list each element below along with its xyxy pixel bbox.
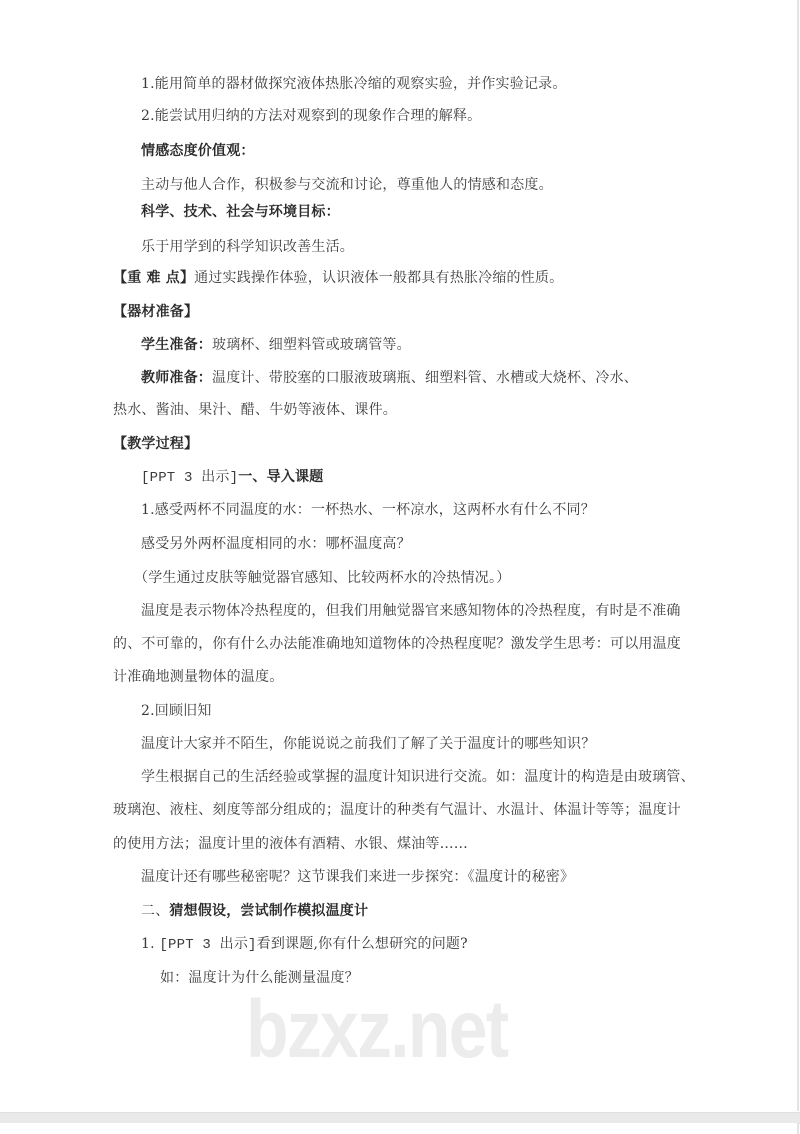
- objective-skill-2: 2.能尝试用归纳的方法对观察到的现象作合理的解释。: [141, 108, 482, 124]
- paragraph-temperature-2: 的、不可靠的，你有什么办法能准确地知道物体的冷热程度呢？激发学生思考：可以用温度: [113, 636, 681, 652]
- step-2-question: 温度计大家并不陌生，你能说说之前我们了解了关于温度计的哪些知识？: [141, 736, 596, 752]
- section-2-step-1-number: 1.: [141, 936, 155, 952]
- paragraph-exchange-3: 的使用方法；温度计里的液体有酒精、水银、煤油等……: [113, 836, 468, 852]
- key-difficulty-text: 通过实践操作体验，认识液体一般都具有热胀冷缩的性质。: [194, 270, 564, 286]
- section-1-heading: [141, 467, 323, 488]
- heading-emotion-values: 情感态度价值观：: [141, 143, 255, 159]
- teacher-materials-cont: 热水、酱油、果汁、醋、牛奶等液体、课件。: [113, 402, 397, 418]
- section-2-step-1: [141, 934, 468, 955]
- paragraph-temperature-1: 温度是表示物体冷热程度的，但我们用触觉器官来感知物体的冷热程度，有时是不准确: [141, 603, 681, 619]
- emotion-values-text: 主动与他人合作，积极参与交流和讨论，尊重他人的情感和态度。: [141, 177, 553, 193]
- section-2-step-1-text: 看到课题,你有什么想研究的问题?: [256, 936, 468, 952]
- teacher-materials-text: 温度计、带胶塞的口服液玻璃瓶、细塑料管、水槽或大烧杯、冷水、: [212, 370, 638, 386]
- ppt-tag: [PPT 3 出示]: [141, 470, 239, 486]
- ppt-tag-2: [PPT 3 出示]: [159, 937, 257, 953]
- heading-teaching-process: 【教学过程】: [113, 436, 199, 452]
- step-1-note: （学生通过皮肤等触觉器官感知、比较两杯水的冷热情况。）: [134, 570, 511, 586]
- student-materials-text: 玻璃杯、细塑料管或玻璃管等。: [212, 337, 411, 353]
- key-difficulty-label: 【重 难 点】: [113, 270, 195, 286]
- section-1-title: 一、导入课题: [238, 469, 324, 485]
- section-2-prefix: 二、: [141, 903, 170, 919]
- student-materials-line: [141, 335, 411, 355]
- paragraph-exchange-1: 学生根据自己的生活经验或掌握的温度计知识进行交流。如：温度计的构造是由玻璃管、: [141, 769, 695, 785]
- paragraph-secret: 温度计还有哪些秘密呢？这节课我们来进一步探究：《温度计的秘密》: [141, 869, 575, 885]
- heading-materials: 【器材准备】: [113, 304, 199, 320]
- key-difficulty-line: [113, 268, 563, 288]
- next-page: [0, 1123, 799, 1134]
- objective-skill-1: 1.能用简单的器材做探究液体热胀冷缩的观察实验，并作实验记录。: [141, 76, 567, 92]
- paragraph-temperature-3: 计准确地测量物体的温度。: [113, 669, 284, 685]
- section-2-example: 如：温度计为什么能测量温度？: [160, 970, 359, 986]
- watermark: bzxz.net: [246, 984, 508, 1075]
- section-2-heading: [141, 901, 368, 921]
- step-1-text: 1.感受两杯不同温度的水：一杯热水、一杯凉水，这两杯水有什么不同？: [141, 502, 595, 518]
- step-2-heading: 2.回顾旧知: [141, 703, 212, 719]
- teacher-materials-line: [141, 368, 638, 388]
- heading-sts-goals: 科学、技术、社会与环境目标：: [141, 204, 340, 220]
- paragraph-exchange-2: 玻璃泡、液柱、刻度等部分组成的；温度计的种类有气温计、水温计、体温计等等；温度计: [113, 802, 681, 818]
- teacher-materials-label: 教师准备：: [141, 370, 212, 386]
- section-2-title: 猜想假设，尝试制作模拟温度计: [169, 903, 369, 919]
- student-materials-label: 学生准备：: [141, 337, 212, 353]
- sts-goals-text: 乐于用学到的科学知识改善生活。: [141, 239, 354, 255]
- step-1-followup: 感受另外两杯温度相同的水：哪杯温度高？: [141, 536, 411, 552]
